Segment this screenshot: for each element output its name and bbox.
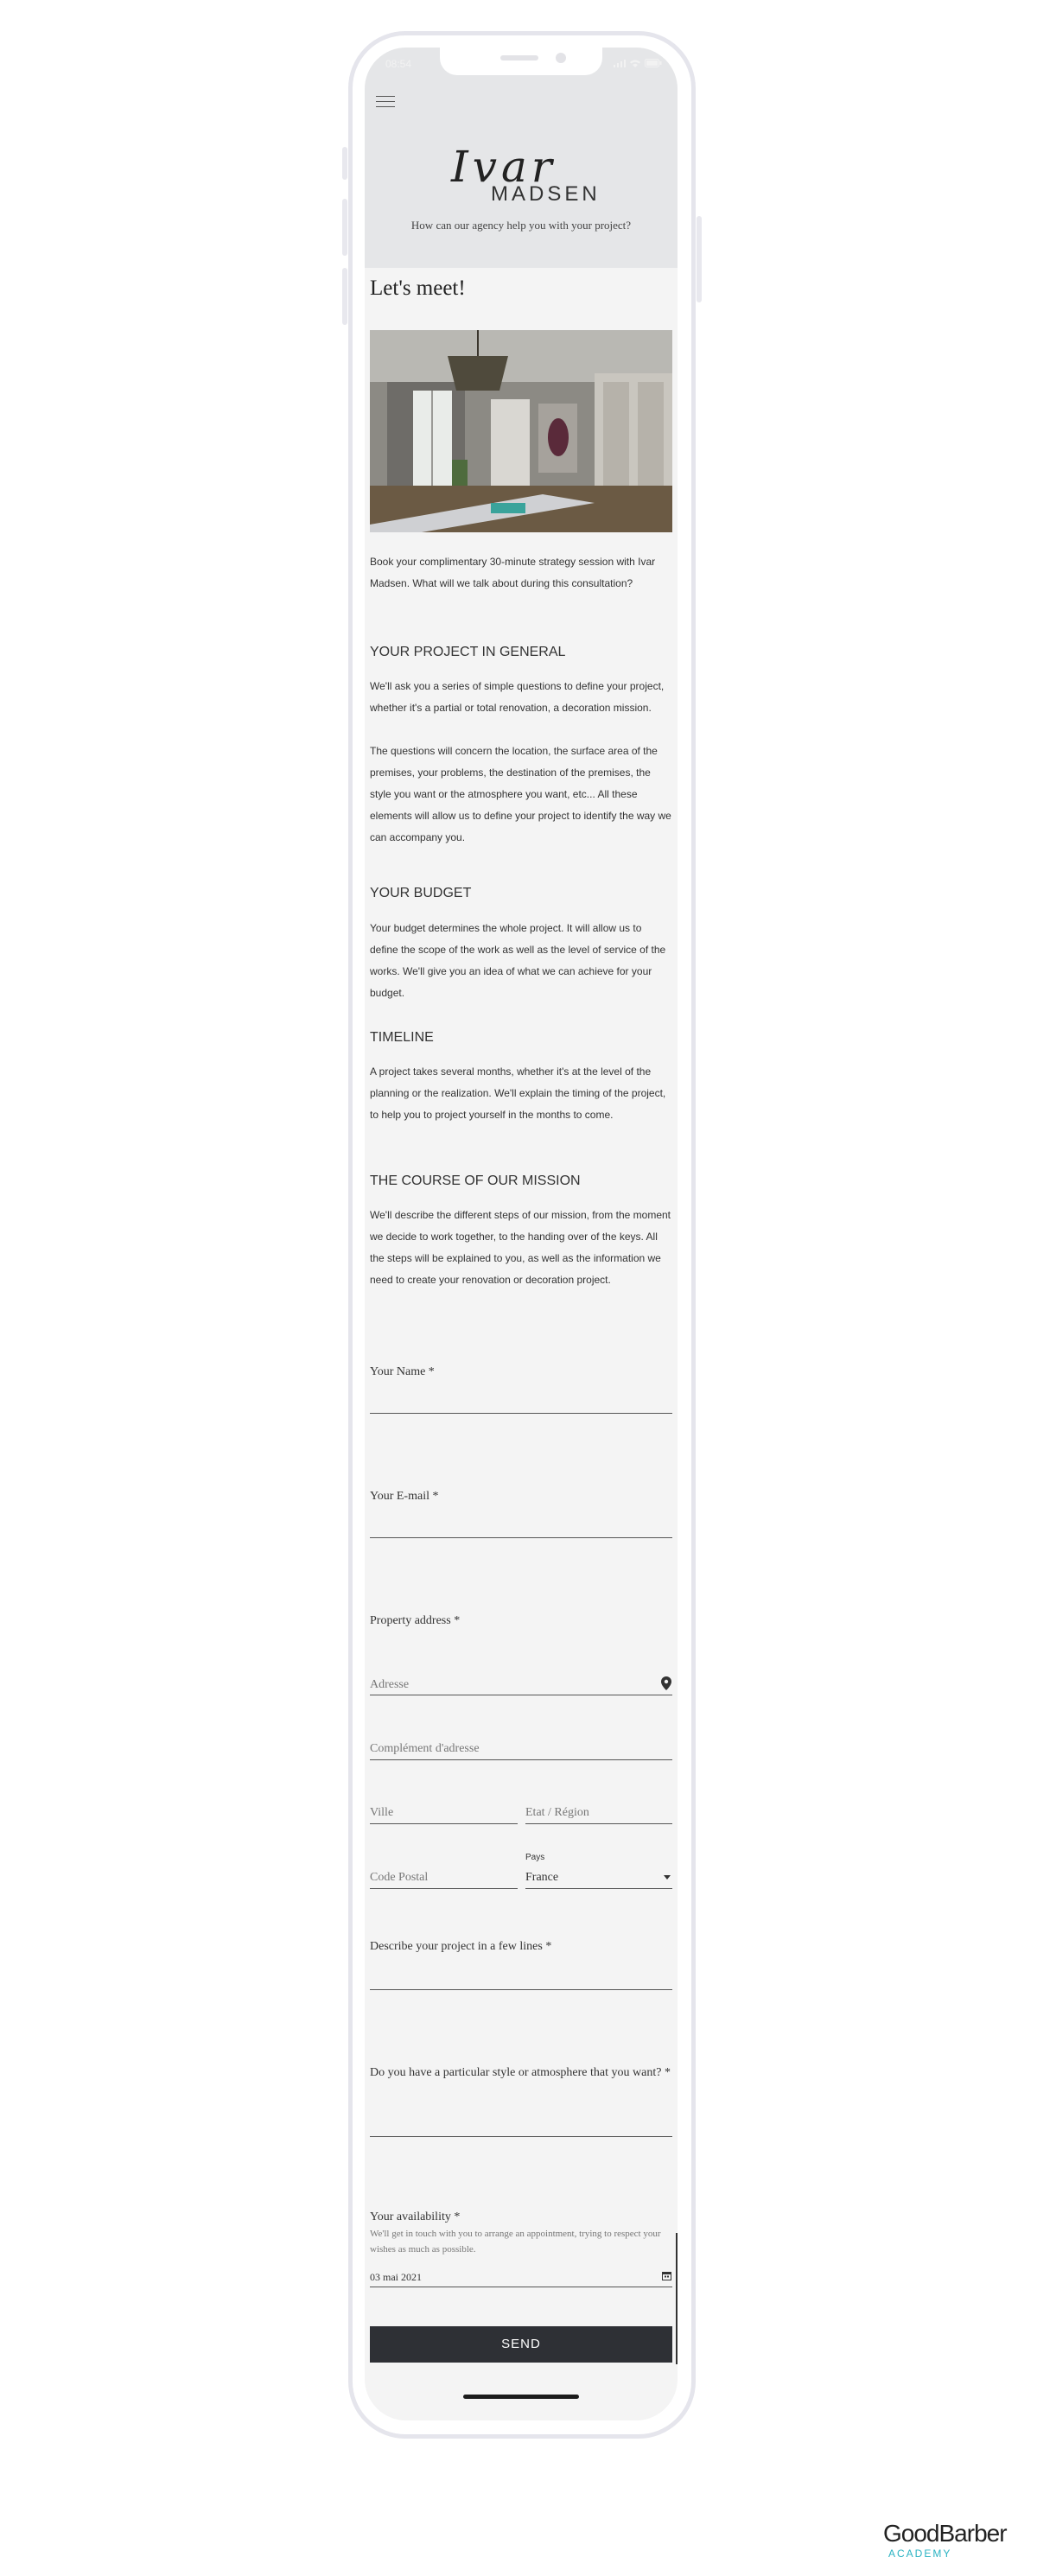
goodbarber-academy-logo [883, 2520, 1007, 2560]
date-input[interactable]: 03 mai 2021 [370, 2271, 422, 2283]
logo-script: Ivar [451, 142, 557, 192]
address-input[interactable]: Adresse [370, 1678, 410, 1691]
section-heading-mission: THE COURSE OF OUR MISSION [370, 1174, 581, 1188]
zip-underline [370, 1888, 518, 1889]
email-label: Your E-mail * [370, 1490, 439, 1503]
header-tagline: How can our agency help you with your project? [410, 219, 632, 232]
phone-mute-switch [342, 147, 347, 180]
address2-underline [370, 1759, 672, 1760]
home-indicator[interactable] [463, 2395, 579, 2399]
section-heading-project: YOUR PROJECT IN GENERAL [370, 645, 566, 659]
status-bar [365, 48, 678, 80]
style-label: Do you have a particular style or atmosphere that you want? * [370, 2066, 671, 2079]
section-text-timeline: A project takes several months, whether it's at the level of the planning or the realization. We'll explain the timing of the project, to help you to project yourself in the months to come. [370, 1065, 666, 1121]
describe-label: Describe your project in a few lines * [370, 1940, 552, 1953]
brand-name: GoodBarber [883, 2520, 1007, 2547]
describe-input[interactable] [370, 1989, 672, 1990]
city-underline [370, 1823, 518, 1824]
phone-power-button [697, 216, 702, 302]
map-pin-icon[interactable] [661, 1676, 671, 1690]
country-select[interactable]: France [525, 1871, 559, 1884]
wifi-icon [630, 60, 640, 67]
phone-notch [440, 48, 602, 75]
logo-subtitle: MADSEN [491, 182, 601, 206]
address-label: Property address * [370, 1614, 461, 1627]
section-heading-budget: YOUR BUDGET [370, 886, 472, 900]
address2-input[interactable]: Complément d'adresse [370, 1742, 480, 1755]
zip-input[interactable]: Code Postal [370, 1871, 429, 1884]
status-time: 08:54 [385, 58, 412, 70]
section-text-project: We'll ask you a series of simple questions to define your project, whether it's a partial or total renovation, a decoration mission. [370, 680, 665, 714]
section-heading-timeline: TIMELINE [370, 1030, 434, 1045]
state-underline [525, 1823, 672, 1824]
country-label: Pays [525, 1853, 545, 1862]
front-camera [556, 53, 566, 63]
hamburger-menu-icon[interactable] [376, 96, 395, 108]
phone-screen [365, 48, 678, 2420]
phone-volume-up-button [342, 199, 347, 256]
style-input[interactable] [370, 2136, 672, 2137]
office-photo [370, 330, 672, 532]
status-icons [614, 59, 662, 67]
name-label: Your Name * [370, 1365, 435, 1378]
app-header [365, 48, 678, 268]
calendar-icon[interactable] [662, 2271, 671, 2280]
send-button[interactable]: SEND [370, 2326, 672, 2363]
phone-volume-down-button [342, 268, 347, 325]
battery-icon [645, 59, 662, 67]
page-title: Let's meet! [370, 277, 466, 300]
brand-academy: ACADEMY [888, 2547, 952, 2560]
intro-text: Book your complimentary 30-minute strategy session with Ivar Madsen. What will we talk about during this consultation? [370, 556, 656, 589]
scrollbar[interactable] [676, 2233, 678, 2364]
state-input[interactable]: Etat / Région [525, 1806, 589, 1819]
city-input[interactable]: Ville [370, 1806, 394, 1819]
name-input[interactable] [370, 1413, 672, 1414]
speaker-grille [500, 55, 538, 60]
section-text-budget: Your budget determines the whole project. It will allow us to define the scope of the work as well as the level of service of the works. We'll give you an idea of what we can achieve for your budget. [370, 922, 666, 999]
brand-logo [451, 141, 602, 207]
section-text-project-details: The questions will concern the location, the surface area of the premises, your problems, the destination of the premises, the style you want or the atmosphere you want, etc... All these elements will allow us to define your project to identify the way we can accompany you. [370, 745, 671, 843]
country-underline [525, 1888, 672, 1889]
signal-icon [614, 60, 626, 67]
email-input[interactable] [370, 1537, 672, 1538]
caret-down-icon[interactable] [664, 1875, 671, 1880]
availability-help: We'll get in touch with you to arrange an appointment, trying to respect your wishes as much as possible. [370, 2229, 661, 2255]
section-text-mission: We'll describe the different steps of our mission, from the moment we decide to work together, to the handing over of the keys. All the steps will be explained to you, as well as the information we need to create your renovation or decoration project. [370, 1209, 671, 1286]
availability-label: Your availability * [370, 2210, 461, 2223]
